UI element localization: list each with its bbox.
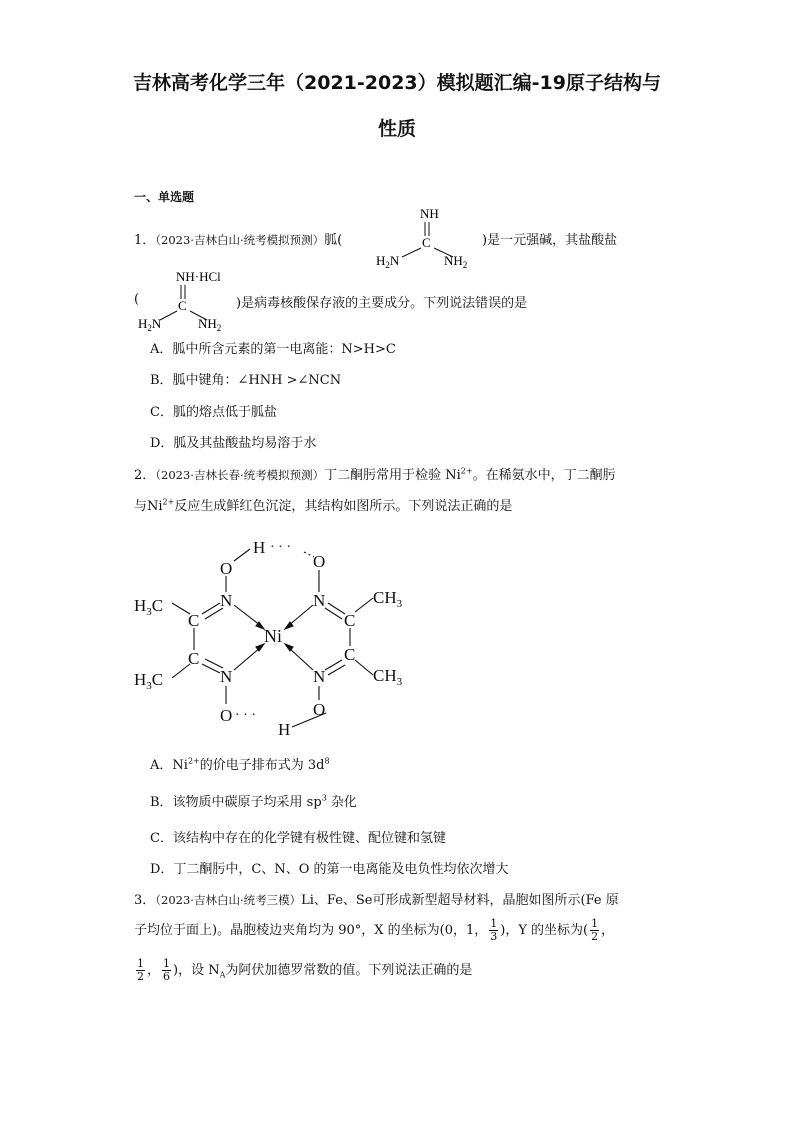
nickel-atom: Ni [264,626,282,646]
svg-text:H: H [278,720,291,739]
svg-text:C: C [188,649,200,668]
methyl-bottom-left: $H_3C$ [134,670,164,692]
option-2d[interactable]: D．丁二酮肟中，C、N、O 的第一电离能及电负性均依次增大 [150,862,509,877]
svg-text:C: C [188,611,200,630]
question-3-line-2: 子均位于面上)。晶胞棱边夹角均为 90°，X 的坐标为(0，1， $\frac{1}{3}$ )，Y 的坐标为( $\frac{1}{2}$ ， [134,917,615,943]
svg-text:H: H [253,538,266,557]
option-1b[interactable]: B．胍中键角：∠HNH >∠NCN [150,373,342,388]
question-2-line-2: 与$Ni^{2+}$反应生成鲜红色沉淀，其结构如图所示。下列说法正确的是 [134,497,513,514]
page-title-line2: 性质 [377,118,416,140]
svg-text:O: O [220,706,233,725]
svg-text:N: N [313,591,326,610]
fraction-one-third: $\frac{1}{3}$ [490,917,498,943]
option-1d[interactable]: D．胍及其盐酸盐均易溶于水 [150,436,317,451]
question-source: （2023·吉林白山·统考模拟预测） [155,233,325,247]
question-1-text-end: )是病毒核酸保存液的主要成分。下列说法错误的是 [236,296,528,311]
struct-right-nh2: $NH_2$ [444,253,468,269]
svg-text:· · ·: · · · [235,708,256,723]
question-1-paren-open: ( [134,292,140,307]
svg-text:C: C [344,645,356,664]
question-number: 2． [134,468,156,483]
struct-right-nh2: $NH_2$ [198,316,222,332]
page-title: 吉林高考化学三年（2021-2023）模拟题汇编-19原子结构与 [133,72,661,94]
svg-text:O: O [313,700,326,719]
nickel-dimethylglyoxime-figure [130,530,420,745]
guanidine-hcl-structure [138,266,238,332]
question-1-line-1 [134,229,342,248]
question-3-line-3: $\frac{1}{2}$ ， $\frac{1}{6}$ )，设 $N_A$为阿伏加德罗常数的值。下列说法正确的是 [137,957,473,983]
struct-carbon: C [178,298,187,313]
question-source: （2023·吉林长春·统考模拟预测） [155,468,325,482]
svg-text:C: C [344,611,356,630]
option-2a[interactable]: A．$Ni^{2+}$的价电子排布式为 $3d^8$ [150,756,330,773]
question-text: 胍( [324,233,343,248]
question-source: （2023·吉林白山·统考三模） [155,893,302,907]
option-2c[interactable]: C．该结构中存在的化学键有极性键、配位键和氢键 [150,831,446,846]
question-3-line-1: 3．（2023·吉林白山·统考三模）Li、Fe、Se可形成新型超导材料，晶胞如图所示(Fe 原 [134,893,619,908]
svg-text:N: N [220,667,233,686]
fraction-one-half: $\frac{1}{2}$ [137,957,144,983]
struct-left-nh2: $H_2N$ [376,253,400,269]
fraction-one-half: $\frac{1}{2}$ [591,917,599,943]
option-2b[interactable]: B．该物质中碳原子均采用 $sp^3$ 杂化 [150,793,357,810]
methyl-top-left: $H_3C$ [134,596,164,618]
struct-left-nh2: $H_2N$ [138,316,162,332]
section-header: 一、单选题 [134,190,195,204]
struct-carbon: C [422,235,431,250]
guanidine-structure [372,203,482,269]
methyl-top-right: $CH_3$ [373,588,403,610]
question-number: 3． [134,893,156,908]
methyl-bottom-right: $CH_3$ [373,666,403,688]
struct-top-label: NH [420,206,439,221]
svg-text:N: N [313,667,326,686]
fraction-one-sixth: $\frac{1}{6}$ [163,957,171,983]
question-1-text-cont: )是一元强碱，其盐酸盐 [482,233,618,248]
option-1a[interactable]: A．胍中所含元素的第一电离能：N>H>C [150,342,396,357]
question-2-line-1: 2．（2023·吉林长春·统考模拟预测）丁二酮肟常用于检验 $Ni^{2+}$。在稀氨水中，丁二酮肟 [134,466,616,483]
svg-text:O: O [313,552,326,571]
svg-text:O: O [220,559,233,578]
option-1c[interactable]: C．胍的熔点低于胍盐 [150,405,277,420]
svg-text:· · ·: · · · [270,540,291,555]
struct-top-label: NH·HCl [176,269,221,284]
question-number: 1． [134,233,156,248]
svg-text:N: N [220,591,233,610]
